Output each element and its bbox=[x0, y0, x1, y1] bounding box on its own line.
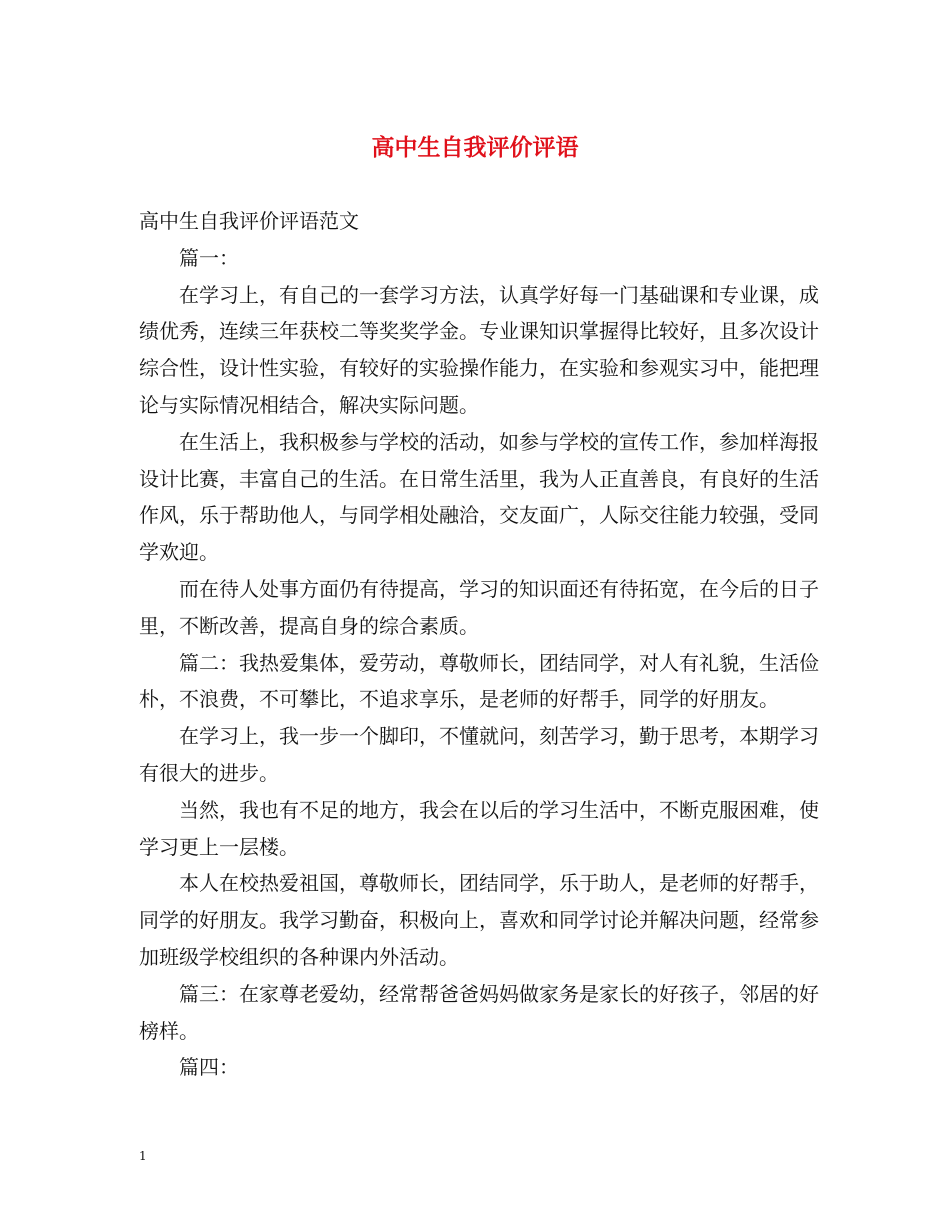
paragraph-study: 在学习上，有自己的一套学习方法，认真学好每一门基础课和专业课，成绩优秀，连续三年获校二等奖奖学金。专业课知识掌握得比较好，且多次设计综合性，设计性实验，有较好的实验操作能力，在实验和参观实习中，能把理论与实际情况相结合，解决实际问题。 bbox=[139, 282, 819, 417]
page-number: 1 bbox=[139, 1149, 147, 1163]
paragraph-school-conduct: 本人在校热爱祖国，尊敬师长，团结同学，乐于助人，是老师的好帮手，同学的好朋友。我学习勤奋，积极向上，喜欢和同学讨论并解决问题，经常参加班级学校组织的各种课内外活动。 bbox=[139, 871, 819, 969]
document-subtitle: 高中生自我评价评语范文 bbox=[139, 209, 359, 233]
paragraph-improvement: 而在待人处事方面仍有待提高，学习的知识面还有待拓宽，在今后的日子里，不断改善，提高自身的综合素质。 bbox=[139, 576, 819, 638]
paragraph-section-2: 篇二：我热爱集体，爱劳动，尊敬师长，团结同学，对人有礼貌，生活俭朴，不浪费，不可攀比，不追求享乐，是老师的好帮手，同学的好朋友。 bbox=[139, 650, 819, 712]
paragraph-section-3: 篇三：在家尊老爱幼，经常帮爸爸妈妈做家务是家长的好孩子，邻居的好榜样。 bbox=[139, 981, 819, 1043]
paragraph-study-progress: 在学习上，我一步一个脚印，不懂就问，刻苦学习，勤于思考，本期学习有很大的进步。 bbox=[139, 724, 819, 785]
paragraph-section-4-heading: 篇四： bbox=[179, 1055, 239, 1080]
document-title: 高中生自我评价评语 bbox=[371, 134, 579, 161]
paragraph-section-1-heading: 篇一： bbox=[179, 245, 239, 270]
document-body bbox=[139, 203, 819, 1086]
paragraph-shortcomings: 当然，我也有不足的地方，我会在以后的学习生活中，不断克服困难，使学习更上一层楼。 bbox=[139, 797, 819, 859]
paragraph-life: 在生活上，我积极参与学校的活动，如参与学校的宣传工作，参加样海报设计比赛，丰富自己的生活。在日常生活里，我为人正直善良，有良好的生活作风，乐于帮助他人，与同学相处融洽，交友面广，人际交往能力较强，受同学欢迎。 bbox=[139, 429, 819, 565]
